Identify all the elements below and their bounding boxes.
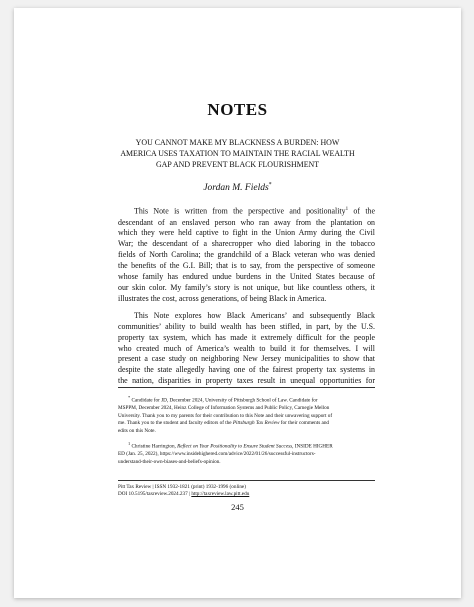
article-title [104,137,371,170]
journal-name: Pittsburgh Tax Review [232,420,280,427]
footnote-line: $^1$ Christine Harrington, Reflect on Your Positionality to Ensure Student Success, INSIDE HIGHER [128,441,333,450]
footnote-line: edits on this Note. [118,427,156,434]
journal-doi-line: DOI 10.5195/taxreview.2024.237 | http://taxreview.law.pitt.edu [118,491,250,497]
footer-divider [118,480,375,481]
journal-issn: Pitt Tax Review | ISSN 1932-1821 (print) 1932-1996 (online) [118,484,246,490]
body-line: fields of North Carolina; the grandchild of a Black veteran who was denied [118,250,375,260]
footnote-1 [118,440,375,466]
footnote-line: me. Thank you to the student and faculty editors of the Pittsburgh Tax Review for their comments and [118,420,330,427]
body-line: who created much of America’s wealth to build it for themselves. I will [118,343,375,353]
body-line: the nation, disparities in property taxes result in unequal opportunities for [118,376,375,386]
author-footnote-marker[interactable]: * [268,182,272,188]
body-line: present a case study on neighboring New Jersey municipalities to show that [118,354,375,364]
footnote-ref-1[interactable]: 1 [345,207,349,212]
footnote-marker: 1 [128,441,131,447]
journal-footer [118,484,375,498]
article-title-line: GAP AND PREVENT BLACK FLOURISHMENT [155,160,320,169]
body-line: This Note is written from the perspective and positionality$^1$ of the [134,206,375,216]
author-name: Jordan M. Fields [203,183,269,194]
footnote-star [118,394,375,435]
body-line: This Note explores how Black Americans’ and subsequently Black [134,310,375,320]
footnote-line: University. Thank you to my parents for their contribution to this Note and their unwavering support of [118,412,333,419]
section-heading: NOTES [207,100,268,119]
journal-url-link[interactable]: http://taxreview.law.pitt.edu [191,491,250,497]
body-line: whose family has endured undue burdens in the United States because of [118,272,375,282]
body-line: descendant of an enslaved person who ran away from the plantation on [118,217,375,227]
article-body [118,205,375,393]
body-line: illustrates the cost, across generations, of being Black in America. [118,293,327,303]
footnote-line: MSPPM, December 2024, Heinz College of Information Systems and Public Policy, Carnegie Mellon [118,405,330,412]
footnote-url-line[interactable]: ED (Jan. 25, 2022), https://www.insidehighered.com/advice/2022/01/26/successful-instructors- [118,451,316,458]
footnote-divider [118,387,375,388]
body-line: communities’ ability to build wealth has been stifled, in part, by the U.S. [118,321,375,331]
body-line: War; the descendant of a sharecropper who died laboring in the tobacco [118,239,375,249]
footnotes [118,394,375,471]
cited-article-title: Reflect on Your Positionality to Ensure Student Success [177,443,293,450]
body-line: our skin color. My family’s story is not unique, but like countless others, it [118,282,375,292]
body-line: the benefits of the G.I. Bill; that is to say, from the perspective of someone [118,261,375,271]
body-line: despite the state allegedly having one of the fairest property tax systems in [118,365,375,375]
article-title-line: YOU CANNOT MAKE MY BLACKNESS A BURDEN: HOW [135,138,340,147]
document-page [14,8,461,598]
body-paragraph-2 [118,311,375,387]
footnote-url-line[interactable]: understand-their-own-biases-and-beliefs-opinion. [118,458,221,465]
body-line: which they were held captive to fight in the Union Army during the Civil [118,228,375,238]
body-line: property tax system, which has made it extremely difficult for the people [118,332,375,342]
article-title-line: AMERICA USES TAXATION TO MAINTAIN THE RACIAL WEALTH [120,149,355,158]
page-number: 245 [231,502,244,512]
body-paragraph-1 [118,205,375,305]
footnote-marker: * [128,395,131,400]
author-byline [14,182,461,193]
footnote-line: * Candidate for JD, December 2024, University of Pittsburgh School of Law. Candidate for [128,395,318,404]
